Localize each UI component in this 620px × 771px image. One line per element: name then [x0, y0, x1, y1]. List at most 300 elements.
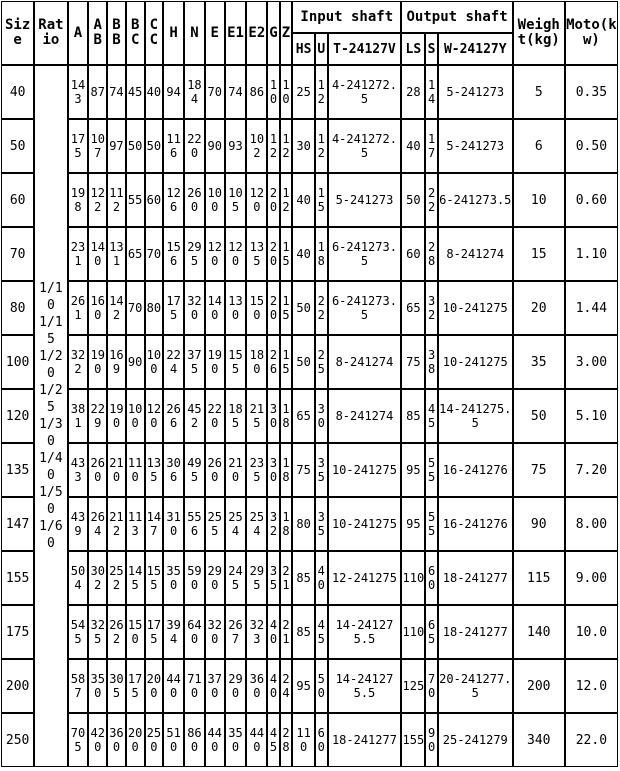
ls-cell: 40 — [401, 119, 425, 173]
dim-cell: 420 — [88, 713, 107, 767]
hs-cell: 85 — [292, 605, 315, 659]
hs-cell: 30 — [292, 119, 315, 173]
dim-cell: 155 — [145, 551, 164, 605]
dim-cell: 320 — [184, 281, 205, 335]
table-row — [1, 659, 618, 713]
dim-cell: 15 — [280, 227, 292, 281]
table-row — [1, 281, 618, 335]
col-header-dim: E1 — [225, 1, 247, 65]
col-header-dim: E — [205, 1, 225, 65]
dim-cell: 55 — [126, 173, 145, 227]
motor-cell: 22.0 — [565, 713, 618, 767]
dim-cell: 70 — [126, 281, 145, 335]
size-cell: 70 — [1, 227, 34, 281]
hs-cell: 95 — [292, 659, 315, 713]
dim-cell: 175 — [68, 119, 89, 173]
col-header-t: T-24127V — [328, 33, 402, 65]
ls-cell: 75 — [401, 335, 425, 389]
motor-cell: 0.35 — [565, 65, 618, 119]
dim-cell: 504 — [68, 551, 89, 605]
dim-cell: 143 — [68, 65, 89, 119]
ls-cell: 50 — [401, 173, 425, 227]
ls-cell: 95 — [401, 497, 425, 551]
u-cell: 12 — [315, 65, 327, 119]
col-header-dim: E2 — [246, 1, 267, 65]
dim-cell: 590 — [184, 551, 205, 605]
weight-cell: 10 — [513, 173, 565, 227]
dim-cell: 45 — [126, 65, 145, 119]
dim-cell: 120 — [205, 227, 225, 281]
dim-cell: 200 — [126, 713, 145, 767]
col-group-input-shaft: Input shaft — [292, 1, 401, 33]
size-cell: 147 — [1, 497, 34, 551]
dim-cell: 70 — [205, 65, 225, 119]
dim-cell: 322 — [68, 335, 89, 389]
dim-cell: 74 — [107, 65, 126, 119]
table-body — [1, 65, 618, 767]
w-cell: 10-241275 — [438, 335, 513, 389]
hs-cell: 25 — [292, 65, 315, 119]
weight-cell: 340 — [513, 713, 565, 767]
dim-cell: 94 — [163, 65, 184, 119]
s-cell: 55 — [425, 443, 437, 497]
dim-cell: 440 — [163, 659, 184, 713]
t-cell: 18-241277 — [328, 713, 402, 767]
col-header-dim: CC — [145, 1, 164, 65]
ls-cell: 110 — [401, 551, 425, 605]
s-cell: 45 — [425, 389, 437, 443]
dim-cell: 10 — [280, 65, 292, 119]
size-cell: 135 — [1, 443, 34, 497]
s-cell: 32 — [425, 281, 437, 335]
dim-cell: 350 — [88, 659, 107, 713]
dim-cell: 290 — [205, 551, 225, 605]
dim-cell: 261 — [68, 281, 89, 335]
t-cell: 8-241274 — [328, 389, 402, 443]
t-cell: 10-241275 — [328, 443, 402, 497]
dim-cell: 210 — [107, 443, 126, 497]
motor-cell: 7.20 — [565, 443, 618, 497]
dim-cell: 350 — [225, 713, 247, 767]
ls-cell: 110 — [401, 605, 425, 659]
table-row — [1, 119, 618, 173]
dim-cell: 120 — [246, 173, 267, 227]
dim-cell: 45 — [267, 713, 279, 767]
motor-cell: 1.10 — [565, 227, 618, 281]
dim-cell: 320 — [205, 605, 225, 659]
dim-cell: 86 — [246, 65, 267, 119]
dim-cell: 140 — [205, 281, 225, 335]
dim-cell: 350 — [163, 551, 184, 605]
dim-cell: 210 — [225, 443, 247, 497]
w-cell: 18-241277 — [438, 551, 513, 605]
weight-cell: 200 — [513, 659, 565, 713]
dim-cell: 510 — [163, 713, 184, 767]
size-cell: 50 — [1, 119, 34, 173]
dim-cell: 190 — [205, 335, 225, 389]
t-cell: 4-241272.5 — [328, 119, 402, 173]
dim-cell: 260 — [184, 173, 205, 227]
dim-cell: 135 — [145, 443, 164, 497]
dim-cell: 113 — [126, 497, 145, 551]
dim-cell: 545 — [68, 605, 89, 659]
dim-cell: 105 — [225, 173, 247, 227]
dim-cell: 20 — [267, 281, 279, 335]
u-cell: 15 — [315, 173, 327, 227]
u-cell: 50 — [315, 659, 327, 713]
dim-cell: 147 — [145, 497, 164, 551]
dim-cell: 20 — [267, 173, 279, 227]
col-header-dim: A — [68, 1, 89, 65]
dim-cell: 252 — [107, 551, 126, 605]
header-row-1 — [1, 1, 618, 33]
motor-cell: 0.50 — [565, 119, 618, 173]
ratio-cell: 1/10 1/15 1/20 1/25 1/30 1/40 1/50 1/60 — [34, 65, 67, 767]
dim-cell: 264 — [88, 497, 107, 551]
dim-cell: 74 — [225, 65, 247, 119]
weight-cell: 75 — [513, 443, 565, 497]
dim-cell: 198 — [68, 173, 89, 227]
hs-cell: 80 — [292, 497, 315, 551]
u-cell: 25 — [315, 335, 327, 389]
col-header-hs: HS — [292, 33, 315, 65]
dim-cell: 267 — [225, 605, 247, 659]
size-cell: 155 — [1, 551, 34, 605]
t-cell: 12-241275 — [328, 551, 402, 605]
hs-cell: 40 — [292, 227, 315, 281]
w-cell: 16-241276 — [438, 497, 513, 551]
dim-cell: 100 — [126, 389, 145, 443]
dim-cell: 30 — [267, 443, 279, 497]
size-cell: 60 — [1, 173, 34, 227]
dim-cell: 212 — [107, 497, 126, 551]
dim-cell: 21 — [280, 551, 292, 605]
dim-cell: 640 — [184, 605, 205, 659]
dim-cell: 24 — [280, 659, 292, 713]
dim-cell: 266 — [163, 389, 184, 443]
dim-cell: 12 — [267, 119, 279, 173]
dim-cell: 12 — [280, 119, 292, 173]
dim-cell: 190 — [107, 389, 126, 443]
dim-cell: 440 — [205, 713, 225, 767]
dim-cell: 135 — [246, 227, 267, 281]
hs-cell: 75 — [292, 443, 315, 497]
motor-cell: 1.44 — [565, 281, 618, 335]
w-cell: 20-241277.5 — [438, 659, 513, 713]
dim-cell: 110 — [126, 443, 145, 497]
table-row — [1, 605, 618, 659]
col-header-size: Size — [1, 1, 34, 65]
dim-cell: 20 — [267, 227, 279, 281]
dim-cell: 160 — [88, 281, 107, 335]
w-cell: 6-241273.5 — [438, 173, 513, 227]
dim-cell: 440 — [246, 713, 267, 767]
col-header-ls: LS — [401, 33, 425, 65]
dim-cell: 18 — [280, 443, 292, 497]
w-cell: 14-241275.5 — [438, 389, 513, 443]
dim-cell: 80 — [145, 281, 164, 335]
s-cell: 17 — [425, 119, 437, 173]
weight-cell: 5 — [513, 65, 565, 119]
table-row — [1, 335, 618, 389]
ls-cell: 125 — [401, 659, 425, 713]
dim-cell: 26 — [267, 335, 279, 389]
weight-cell: 6 — [513, 119, 565, 173]
s-cell: 65 — [425, 605, 437, 659]
motor-cell: 10.0 — [565, 605, 618, 659]
u-cell: 35 — [315, 443, 327, 497]
dim-cell: 130 — [225, 281, 247, 335]
dim-cell: 97 — [107, 119, 126, 173]
w-cell: 10-241275 — [438, 281, 513, 335]
table-row — [1, 173, 618, 227]
dim-cell: 40 — [267, 659, 279, 713]
hs-cell: 50 — [292, 335, 315, 389]
s-cell: 28 — [425, 227, 437, 281]
col-header-dim: BC — [126, 1, 145, 65]
dim-cell: 120 — [225, 227, 247, 281]
dim-cell: 30 — [267, 389, 279, 443]
motor-cell: 0.60 — [565, 173, 618, 227]
dim-cell: 370 — [205, 659, 225, 713]
dim-cell: 102 — [246, 119, 267, 173]
col-header-dim: BB — [107, 1, 126, 65]
dim-cell: 229 — [88, 389, 107, 443]
dim-cell: 131 — [107, 227, 126, 281]
dim-cell: 126 — [163, 173, 184, 227]
table-row — [1, 713, 618, 767]
u-cell: 45 — [315, 605, 327, 659]
dim-cell: 381 — [68, 389, 89, 443]
dim-cell: 323 — [246, 605, 267, 659]
motor-cell: 5.10 — [565, 389, 618, 443]
col-header-motor: Moto(kw) — [565, 1, 618, 65]
dim-cell: 18 — [280, 389, 292, 443]
w-cell: 18-241277 — [438, 605, 513, 659]
dim-cell: 175 — [145, 605, 164, 659]
dim-cell: 93 — [225, 119, 247, 173]
dim-cell: 35 — [267, 551, 279, 605]
dim-cell: 40 — [145, 65, 164, 119]
dim-cell: 310 — [163, 497, 184, 551]
dim-cell: 710 — [184, 659, 205, 713]
w-cell: 25-241279 — [438, 713, 513, 767]
dim-cell: 10 — [267, 65, 279, 119]
dim-cell: 295 — [246, 551, 267, 605]
w-cell: 5-241273 — [438, 119, 513, 173]
dim-cell: 556 — [184, 497, 205, 551]
t-cell: 8-241274 — [328, 335, 402, 389]
col-group-output-shaft: Output shaft — [401, 1, 512, 33]
motor-cell: 3.00 — [565, 335, 618, 389]
dim-cell: 150 — [126, 605, 145, 659]
dim-cell: 255 — [205, 497, 225, 551]
t-cell: 6-241273.5 — [328, 227, 402, 281]
dim-cell: 120 — [145, 389, 164, 443]
size-cell: 250 — [1, 713, 34, 767]
dim-cell: 295 — [184, 227, 205, 281]
dim-cell: 495 — [184, 443, 205, 497]
weight-cell: 50 — [513, 389, 565, 443]
dim-cell: 220 — [205, 389, 225, 443]
dim-cell: 705 — [68, 713, 89, 767]
table-row — [1, 551, 618, 605]
t-cell: 14-241275.5 — [328, 605, 402, 659]
dim-cell: 28 — [280, 713, 292, 767]
dim-cell: 145 — [126, 551, 145, 605]
dim-cell: 394 — [163, 605, 184, 659]
weight-cell: 115 — [513, 551, 565, 605]
dim-cell: 122 — [88, 173, 107, 227]
col-header-dim: G — [267, 1, 279, 65]
dim-cell: 100 — [145, 335, 164, 389]
dim-cell: 190 — [88, 335, 107, 389]
dim-cell: 860 — [184, 713, 205, 767]
motor-cell: 8.00 — [565, 497, 618, 551]
dim-cell: 156 — [163, 227, 184, 281]
size-cell: 175 — [1, 605, 34, 659]
size-cell: 100 — [1, 335, 34, 389]
hs-cell: 110 — [292, 713, 315, 767]
dim-cell: 250 — [145, 713, 164, 767]
dim-cell: 169 — [107, 335, 126, 389]
dim-cell: 433 — [68, 443, 89, 497]
weight-cell: 20 — [513, 281, 565, 335]
hs-cell: 85 — [292, 551, 315, 605]
dim-cell: 185 — [225, 389, 247, 443]
size-cell: 40 — [1, 65, 34, 119]
s-cell: 14 — [425, 65, 437, 119]
dim-cell: 12 — [280, 173, 292, 227]
s-cell: 55 — [425, 497, 437, 551]
dim-cell: 90 — [126, 335, 145, 389]
dim-cell: 254 — [225, 497, 247, 551]
col-header-weight: Weight(kg) — [513, 1, 565, 65]
dim-cell: 155 — [225, 335, 247, 389]
dim-cell: 70 — [145, 227, 164, 281]
spec-table — [1, 1, 618, 767]
dim-cell: 116 — [163, 119, 184, 173]
dim-cell: 50 — [126, 119, 145, 173]
u-cell: 30 — [315, 389, 327, 443]
s-cell: 22 — [425, 173, 437, 227]
dim-cell: 220 — [184, 119, 205, 173]
ls-cell: 28 — [401, 65, 425, 119]
u-cell: 60 — [315, 713, 327, 767]
dim-cell: 224 — [163, 335, 184, 389]
dim-cell: 587 — [68, 659, 89, 713]
dim-cell: 200 — [145, 659, 164, 713]
dim-cell: 175 — [163, 281, 184, 335]
size-cell: 200 — [1, 659, 34, 713]
s-cell: 60 — [425, 551, 437, 605]
weight-cell: 35 — [513, 335, 565, 389]
dim-cell: 231 — [68, 227, 89, 281]
dim-cell: 260 — [88, 443, 107, 497]
t-cell: 6-241273.5 — [328, 281, 402, 335]
dim-cell: 60 — [145, 173, 164, 227]
motor-cell: 12.0 — [565, 659, 618, 713]
dim-cell: 65 — [126, 227, 145, 281]
ls-cell: 85 — [401, 389, 425, 443]
s-cell: 70 — [425, 659, 437, 713]
dim-cell: 175 — [126, 659, 145, 713]
dim-cell: 32 — [267, 497, 279, 551]
hs-cell: 50 — [292, 281, 315, 335]
dim-cell: 50 — [145, 119, 164, 173]
dim-cell: 360 — [246, 659, 267, 713]
t-cell: 14-241275.5 — [328, 659, 402, 713]
t-cell: 5-241273 — [328, 173, 402, 227]
weight-cell: 90 — [513, 497, 565, 551]
col-header-ratio: Ratio — [34, 1, 67, 65]
dim-cell: 15 — [280, 281, 292, 335]
table-row — [1, 389, 618, 443]
size-cell: 80 — [1, 281, 34, 335]
t-cell: 4-241272.5 — [328, 65, 402, 119]
dim-cell: 245 — [225, 551, 247, 605]
col-header-dim: H — [163, 1, 184, 65]
weight-cell: 15 — [513, 227, 565, 281]
dim-cell: 150 — [246, 281, 267, 335]
dim-cell: 306 — [163, 443, 184, 497]
dim-cell: 15 — [280, 335, 292, 389]
hs-cell: 40 — [292, 173, 315, 227]
dim-cell: 90 — [205, 119, 225, 173]
ls-cell: 65 — [401, 281, 425, 335]
weight-cell: 140 — [513, 605, 565, 659]
t-cell: 10-241275 — [328, 497, 402, 551]
dim-cell: 375 — [184, 335, 205, 389]
col-header-dim: Z — [280, 1, 292, 65]
motor-cell: 9.00 — [565, 551, 618, 605]
table-row — [1, 497, 618, 551]
dim-cell: 112 — [107, 173, 126, 227]
col-header-u: U — [315, 33, 327, 65]
dim-cell: 235 — [246, 443, 267, 497]
u-cell: 40 — [315, 551, 327, 605]
dim-cell: 100 — [205, 173, 225, 227]
col-header-dim: AB — [88, 1, 107, 65]
dim-cell: 142 — [107, 281, 126, 335]
dim-cell: 360 — [107, 713, 126, 767]
dim-cell: 140 — [88, 227, 107, 281]
table-row — [1, 227, 618, 281]
size-cell: 120 — [1, 389, 34, 443]
dim-cell: 87 — [88, 65, 107, 119]
dim-cell: 260 — [205, 443, 225, 497]
dim-cell: 305 — [107, 659, 126, 713]
u-cell: 22 — [315, 281, 327, 335]
table-row — [1, 443, 618, 497]
col-header-dim: N — [184, 1, 205, 65]
u-cell: 12 — [315, 119, 327, 173]
ls-cell: 60 — [401, 227, 425, 281]
s-cell: 38 — [425, 335, 437, 389]
dim-cell: 21 — [280, 605, 292, 659]
dim-cell: 40 — [267, 605, 279, 659]
dim-cell: 290 — [225, 659, 247, 713]
dim-cell: 439 — [68, 497, 89, 551]
hs-cell: 65 — [292, 389, 315, 443]
col-header-w: W-24127Y — [438, 33, 513, 65]
u-cell: 35 — [315, 497, 327, 551]
dim-cell: 107 — [88, 119, 107, 173]
col-header-s: S — [425, 33, 437, 65]
ls-cell: 95 — [401, 443, 425, 497]
w-cell: 5-241273 — [438, 65, 513, 119]
table-row — [1, 65, 618, 119]
